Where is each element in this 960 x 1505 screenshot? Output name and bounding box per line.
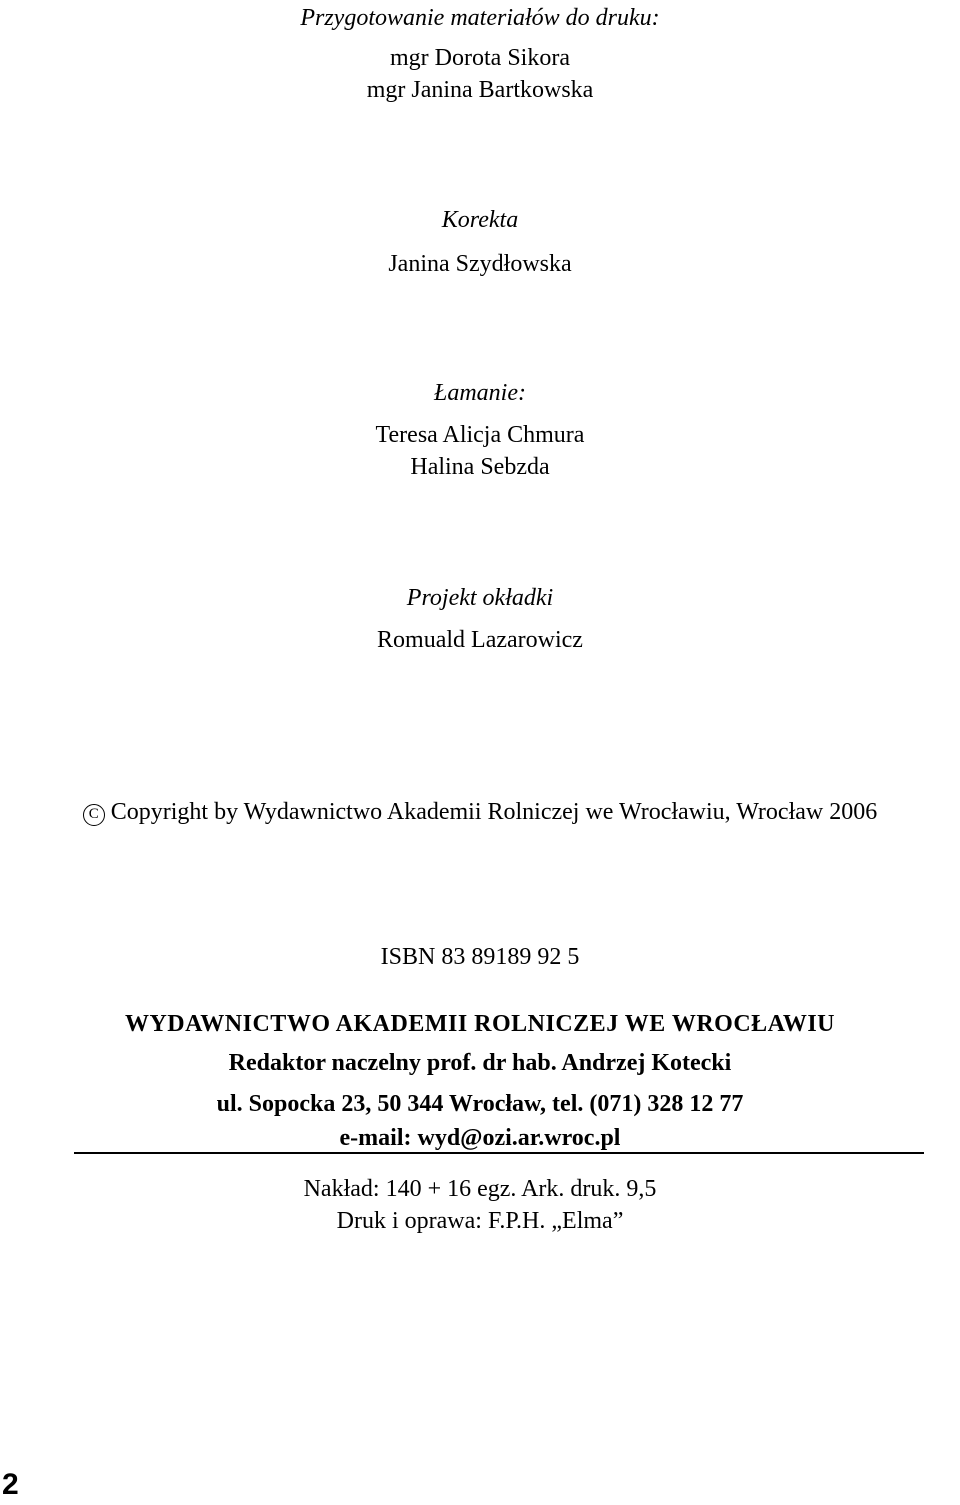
printer: Druk i oprawa: F.P.H. „Elma” bbox=[336, 1208, 624, 1234]
publisher-address: ul. Sopocka 23, 50 344 Wrocław, tel. (071) 328 12 77 bbox=[216, 1091, 744, 1117]
copyright-icon: C bbox=[83, 804, 105, 826]
publisher-name: WYDAWNICTWO AKADEMII ROLNICZEJ WE WROCŁAWIU bbox=[124, 1011, 836, 1037]
layout-label: Łamanie: bbox=[434, 380, 526, 406]
layout-name-2: Halina Sebzda bbox=[410, 454, 550, 480]
publisher-editor: Redaktor naczelny prof. dr hab. Andrzej Kotecki bbox=[228, 1050, 732, 1076]
print-run: Nakład: 140 + 16 egz. Ark. druk. 9,5 bbox=[303, 1176, 657, 1202]
copyright-line bbox=[0, 800, 960, 826]
page-number: 2 bbox=[2, 1468, 19, 1501]
cover-label: Projekt okładki bbox=[406, 585, 554, 611]
prep-name-1: mgr Dorota Sikora bbox=[390, 45, 570, 71]
cover-name: Romuald Lazarowicz bbox=[377, 627, 583, 653]
isbn: ISBN 83 89189 92 5 bbox=[380, 944, 580, 970]
prep-name-2: mgr Janina Bartkowska bbox=[366, 77, 594, 103]
divider-rule bbox=[74, 1152, 924, 1154]
copyright-text: Copyright by Wydawnictwo Akademii Rolniczej we Wrocławiu, Wrocław 2006 bbox=[110, 799, 878, 825]
prep-label: Przygotowanie materiałów do druku: bbox=[300, 5, 660, 31]
layout-name-1: Teresa Alicja Chmura bbox=[375, 422, 585, 448]
proof-name: Janina Szydłowska bbox=[388, 251, 572, 277]
proof-label: Korekta bbox=[441, 207, 519, 233]
publisher-email: e-mail: wyd@ozi.ar.wroc.pl bbox=[339, 1125, 621, 1151]
